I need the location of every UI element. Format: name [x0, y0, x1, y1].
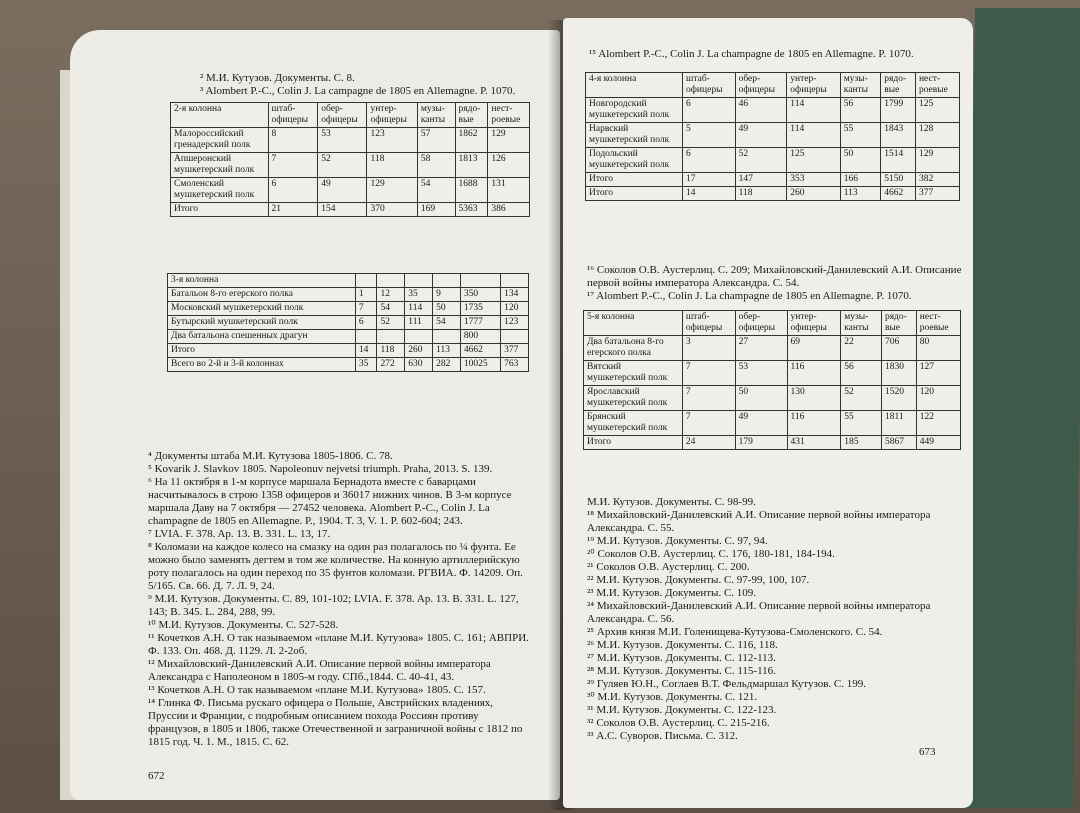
table-cell: 260	[787, 187, 840, 201]
table-cell: Вятский мушкетерский полк	[584, 361, 683, 386]
footnote: ⁵ Kovarik J. Slavkov 1805. Napoleonuv nejvetsi triumph. Praha, 2013. S. 139.	[148, 463, 493, 475]
table-cell: 54	[377, 302, 405, 316]
book-cover	[961, 8, 1080, 808]
footnote: ³¹ М.И. Кутузов. Документы. С. 122-123.	[587, 704, 777, 716]
table-cell: 134	[501, 288, 529, 302]
table-cell: 6	[683, 98, 736, 123]
table-cell: Два батальона спешенных драгун	[168, 330, 356, 344]
table-row	[584, 336, 961, 361]
table-cell: 7	[682, 386, 735, 411]
footnote: ¹⁷ Alombert P.-C., Colin J. La champagne de 1805 en Allemagne. P. 1070.	[587, 290, 912, 302]
footnote: ²¹ Соколов О.В. Аустерлиц. С. 200.	[587, 561, 750, 573]
table-row	[171, 128, 530, 153]
table-cell: 9	[433, 288, 461, 302]
table-row	[171, 153, 530, 178]
table-cell: 53	[318, 128, 367, 153]
table-cell: 129	[367, 178, 417, 203]
table-cell: 131	[488, 178, 530, 203]
table-cell	[501, 330, 529, 344]
table-row	[584, 411, 961, 436]
footnote: ¹⁴ Глинка Ф. Письма рускаго офицера о Польше, Австрийских владениях, Пруссии и Франции, с подробным описанием похода Россиян противу французов, в 1805 и 1806, также Отечественной и заграничной войны с 1812 по 1815 год. Ч. 1. М., 1815. С. 62.	[148, 697, 523, 748]
table-cell: 49	[318, 178, 367, 203]
footnote: ⁷ LVIA. F. 378. Ap. 13. B. 331. L. 13, 17.	[148, 528, 331, 540]
table-cell: Брянский мушкетерский полк	[584, 411, 683, 436]
footnote: ¹³ Кочетков А.Н. О так называемом «плане М.И. Кутузова» 1805. С. 157.	[148, 684, 486, 696]
footnote: ⁶ На 11 октября в 1-м корпусе маршала Бернадота вместе с баварцами насчитывалось в строю 1358 офицеров и 36017 нижних чинов. В 3-м корпусе маршала Даву на 7 октября — 27452 человека. Alombert P.-C., Colin J. La champagne de 1805 en Allemagne. P., 1904. T. 3, V. 1. P. 602-604; 243.	[148, 476, 512, 527]
table-cell: 123	[367, 128, 417, 153]
table-cell: 113	[433, 344, 461, 358]
footnote: ³² Соколов О.В. Аустерлиц. С. 215-216.	[587, 717, 770, 729]
table-cell: 114	[787, 98, 840, 123]
table-cell: 706	[881, 336, 916, 361]
table-cell: Нарвский мушкетерский полк	[586, 123, 683, 148]
table-cell: 169	[417, 203, 455, 217]
table-cell: 118	[735, 187, 787, 201]
header-cell: рядо-вые	[881, 73, 916, 98]
table-row	[168, 288, 529, 302]
header-cell: музы-канты	[841, 311, 882, 336]
page-number: 672	[148, 770, 165, 782]
table-cell: 6	[355, 316, 377, 330]
footnote: ²⁹ Гуляев Ю.Н., Соглаев В.Т. Фельдмаршал Кутузов. С. 199.	[587, 678, 867, 690]
table-header-row	[584, 311, 961, 336]
table-cell: 10025	[460, 358, 500, 372]
left-page	[70, 30, 560, 800]
table-cell: 118	[367, 153, 417, 178]
header-cell: нест-роевые	[916, 311, 960, 336]
header-cell: унтер-офицеры	[787, 311, 841, 336]
footnote: ²⁴ Михайловский-Данилевский А.И. Описание первой войны императора Александра. С. 56.	[587, 600, 931, 625]
table-cell: 35	[355, 358, 377, 372]
table-cell: 147	[735, 173, 787, 187]
table-cell: 8	[268, 128, 318, 153]
table-cell: 116	[787, 411, 841, 436]
table-cell: 125	[787, 148, 840, 173]
table-row	[168, 330, 529, 344]
table-row	[168, 358, 529, 372]
table-cell: 4662	[881, 187, 916, 201]
table-cell: 49	[735, 123, 787, 148]
header-cell: обер-офицеры	[735, 73, 787, 98]
table-cell: Апшеронский мушкетерский полк	[171, 153, 269, 178]
table-cell: 52	[318, 153, 367, 178]
table-cell: 353	[787, 173, 840, 187]
table-cell: Итого	[586, 187, 683, 201]
footnote: ²⁵ Архив князя М.И. Голенищева-Кутузова-Смоленского. С. 54.	[587, 626, 883, 638]
table-cell: 56	[840, 98, 881, 123]
footnote: ²⁷ М.И. Кутузов. Документы. С. 112-113.	[587, 652, 776, 664]
table-cell: 370	[367, 203, 417, 217]
left-top-footnotes	[200, 72, 530, 98]
table-cell: 386	[488, 203, 530, 217]
footnote: ¹⁵ Alombert P.-C., Colin J. La champagne de 1805 en Allemagne. P. 1070.	[589, 48, 914, 60]
table-cell: 166	[840, 173, 881, 187]
table-cell: 55	[840, 123, 881, 148]
table-header-row	[168, 274, 529, 288]
header-cell	[355, 274, 377, 288]
footnote: ²³ М.И. Кутузов. Документы. С. 109.	[587, 587, 757, 599]
table-row	[586, 187, 960, 201]
table-cell: 763	[501, 358, 529, 372]
table-cell: 54	[417, 178, 455, 203]
table-cell	[433, 330, 461, 344]
table-cell: 80	[916, 336, 960, 361]
table-cell: 52	[841, 386, 882, 411]
table-cell: 14	[355, 344, 377, 358]
table-cell: Итого	[584, 436, 683, 450]
table-cell: 111	[405, 316, 433, 330]
table-cell: Московский мушкетерский полк	[168, 302, 356, 316]
table-cell: 35	[405, 288, 433, 302]
table-cell: 24	[682, 436, 735, 450]
table-cell: 49	[735, 411, 787, 436]
table-row	[586, 98, 960, 123]
table-cell: 120	[501, 302, 529, 316]
header-cell: унтер-офицеры	[787, 73, 840, 98]
table-cell	[355, 330, 377, 344]
table-cell: 1514	[881, 148, 916, 173]
header-cell: музы-канты	[840, 73, 881, 98]
table-cell: Два батальона 8-го егерского полка	[584, 336, 683, 361]
footnote: ⁹ М.И. Кутузов. Документы. С. 89, 101-102; LVIA. F. 378. Ap. 13. B. 331. L. 127, 143; B. 345. L. 284, 288, 99.	[148, 593, 519, 618]
table-cell: 118	[377, 344, 405, 358]
footnote: ²⁶ М.И. Кутузов. Документы. С. 116, 118.	[587, 639, 778, 651]
footnote: ² М.И. Кутузов. Документы. С. 8.	[200, 72, 355, 84]
table-cell: 12	[377, 288, 405, 302]
table-cell: 7	[355, 302, 377, 316]
table-cell: 128	[915, 123, 959, 148]
header-cell: рядо-вые	[881, 311, 916, 336]
table-cell: 630	[405, 358, 433, 372]
table-cell: 130	[787, 386, 841, 411]
table-cell: 125	[915, 98, 959, 123]
table-cell: 116	[787, 361, 841, 386]
header-cell: штаб-офицеры	[682, 311, 735, 336]
table-cell: Итого	[168, 344, 356, 358]
table-cell: 179	[735, 436, 787, 450]
footnote: ¹⁹ М.И. Кутузов. Документы. С. 97, 94.	[587, 535, 768, 547]
table-row	[586, 148, 960, 173]
header-cell: обер-офицеры	[735, 311, 787, 336]
table-cell: 5150	[881, 173, 916, 187]
table-cell: 57	[417, 128, 455, 153]
table-cell: 52	[735, 148, 787, 173]
table-row	[171, 203, 530, 217]
table-column-4	[585, 72, 960, 201]
table-cell: 123	[501, 316, 529, 330]
table-cell: 50	[840, 148, 881, 173]
table-cell: 50	[433, 302, 461, 316]
table-cell: 126	[488, 153, 530, 178]
table-column-5	[583, 310, 961, 450]
table-cell: 6	[683, 148, 736, 173]
table-cell: 185	[841, 436, 882, 450]
table-row	[586, 173, 960, 187]
header-cell: музы-канты	[417, 103, 455, 128]
footnote: ¹⁶ Соколов О.В. Аустерлиц. С. 209; Михайловский-Данилевский А.И. Описание первой войны императора Александра. С. 54.	[587, 264, 962, 289]
table-cell: 127	[916, 361, 960, 386]
table-cell: 27	[735, 336, 787, 361]
table-cell: Подольский мушкетерский полк	[586, 148, 683, 173]
footnote: ²⁸ М.И. Кутузов. Документы. С. 115-116.	[587, 665, 776, 677]
table-column-3	[167, 273, 529, 372]
table-row	[584, 436, 961, 450]
table-cell: 1813	[455, 153, 488, 178]
table-cell: 114	[787, 123, 840, 148]
header-cell: унтер-офицеры	[367, 103, 417, 128]
table-cell: 113	[840, 187, 881, 201]
footnote: ³⁰ М.И. Кутузов. Документы. С. 121.	[587, 691, 758, 703]
table-cell: 7	[682, 411, 735, 436]
table-cell: 69	[787, 336, 841, 361]
table-cell: 1799	[881, 98, 916, 123]
table-header-row	[586, 73, 960, 98]
table-cell: 431	[787, 436, 841, 450]
table-cell: 120	[916, 386, 960, 411]
footnote: ¹⁰ М.И. Кутузов. Документы. С. 527-528.	[148, 619, 339, 631]
footnote: ⁸ Коломази на каждое колесо на смазку на один раз полагалось по ¼ фунта. Ее можно было заменять дегтем в том же количестве. На конную артиллерийскую роту полагалось на один переход по 35 фунтов коломази. РГВИА. Ф. 14209. Оп. 5/165. Св. 66. Д. 7. Л. 9, 24.	[148, 541, 523, 592]
table-cell: 114	[405, 302, 433, 316]
table-cell: 5	[683, 123, 736, 148]
table-cell: 129	[488, 128, 530, 153]
table-row	[168, 316, 529, 330]
table-row	[168, 302, 529, 316]
footnote: ²⁰ Соколов О.В. Аустерлиц. С. 176, 180-181, 184-194.	[587, 548, 835, 560]
footnote: ³ Alombert P.-C., Colin J. La campagne de 1805 en Allemagne. P. 1070.	[200, 85, 516, 97]
table-cell: 122	[916, 411, 960, 436]
table-cell: Новгородский мушкетерский полк	[586, 98, 683, 123]
footnote: ¹⁸ Михайловский-Данилевский А.И. Описание первой войны императора Александра. С. 55.	[587, 509, 931, 534]
table-row	[584, 361, 961, 386]
table-cell: 22	[841, 336, 882, 361]
header-cell	[460, 274, 500, 288]
table-column-2	[170, 102, 530, 217]
table-row	[171, 178, 530, 203]
header-cell	[405, 274, 433, 288]
footnote: ¹² Михайловский-Данилевский А.И. Описание первой войны императора Александра с Наполеоном в 1805-м году. СПб.,1844. С. 40-41, 43.	[148, 658, 491, 683]
table-cell: 129	[915, 148, 959, 173]
header-cell: 2-я колонна	[171, 103, 269, 128]
header-cell	[377, 274, 405, 288]
table-cell: 154	[318, 203, 367, 217]
table-cell: 46	[735, 98, 787, 123]
table-cell: 54	[433, 316, 461, 330]
table-cell: 3	[682, 336, 735, 361]
right-top-footnote	[589, 48, 959, 61]
table-header-row	[171, 103, 530, 128]
table-cell: Бутырский мушкетерский полк	[168, 316, 356, 330]
table-cell: 50	[735, 386, 787, 411]
header-cell: штаб-офицеры	[683, 73, 736, 98]
table-cell: 377	[915, 187, 959, 201]
table-cell: 1830	[881, 361, 916, 386]
table-cell: 17	[683, 173, 736, 187]
right-footnotes	[587, 496, 962, 743]
header-cell: 4-я колонна	[586, 73, 683, 98]
table-cell: 21	[268, 203, 318, 217]
footnote: ³³ А.С. Суворов. Письма. С. 312.	[587, 730, 738, 742]
table-cell: Всего во 2-й и 3-й колоннах	[168, 358, 356, 372]
table-cell: 1	[355, 288, 377, 302]
header-cell: 5-я колонна	[584, 311, 683, 336]
table-cell: 1735	[460, 302, 500, 316]
table-cell: 1862	[455, 128, 488, 153]
table-cell: 4662	[460, 344, 500, 358]
table-cell: 1520	[881, 386, 916, 411]
table-cell: Батальон 8-го егерского полка	[168, 288, 356, 302]
table-cell: 1777	[460, 316, 500, 330]
table-cell: 1688	[455, 178, 488, 203]
footnote: ⁴ Документы штаба М.И. Кутузова 1805-1806. С. 78.	[148, 450, 393, 462]
header-cell: нест-роевые	[915, 73, 959, 98]
header-cell: рядо-вые	[455, 103, 488, 128]
left-footnotes	[148, 450, 533, 749]
right-mid-footnotes	[587, 264, 962, 303]
header-cell	[501, 274, 529, 288]
table-cell: 6	[268, 178, 318, 203]
table-cell: Малороссийский гренадерский полк	[171, 128, 269, 153]
table-cell	[405, 330, 433, 344]
table-cell	[377, 330, 405, 344]
table-cell: Итого	[171, 203, 269, 217]
footnote: М.И. Кутузов. Документы. С. 98-99.	[587, 496, 756, 508]
footnote: ¹¹ Кочетков А.Н. О так называемом «плане М.И. Кутузова» 1805. С. 161; АВПРИ. Ф. 133. Оп. 468. Д. 1129. Л. 2-2об.	[148, 632, 529, 657]
header-cell	[433, 274, 461, 288]
table-cell: 56	[841, 361, 882, 386]
table-cell: 7	[268, 153, 318, 178]
table-cell: 1843	[881, 123, 916, 148]
table-cell: 272	[377, 358, 405, 372]
header-cell: обер-офицеры	[318, 103, 367, 128]
footnote: ²² М.И. Кутузов. Документы. С. 97-99, 100, 107.	[587, 574, 810, 586]
table-row	[584, 386, 961, 411]
table-cell: 377	[501, 344, 529, 358]
header-cell: штаб-офицеры	[268, 103, 318, 128]
table-cell: 52	[377, 316, 405, 330]
page-number: 673	[919, 746, 936, 758]
table-cell: 260	[405, 344, 433, 358]
header-cell: нест-роевые	[488, 103, 530, 128]
table-cell: Итого	[586, 173, 683, 187]
table-cell: 58	[417, 153, 455, 178]
table-cell: 14	[683, 187, 736, 201]
table-cell: 7	[682, 361, 735, 386]
table-cell: 5867	[881, 436, 916, 450]
table-row	[586, 123, 960, 148]
table-cell: 282	[433, 358, 461, 372]
table-cell: Смоленский мушкетерский полк	[171, 178, 269, 203]
table-cell: 382	[915, 173, 959, 187]
table-row	[168, 344, 529, 358]
table-cell: 350	[460, 288, 500, 302]
table-cell: 53	[735, 361, 787, 386]
table-cell: 449	[916, 436, 960, 450]
table-cell: 5363	[455, 203, 488, 217]
header-cell: 3-я колонна	[168, 274, 356, 288]
table-cell: 1811	[881, 411, 916, 436]
table-cell: Ярославский мушкетерский полк	[584, 386, 683, 411]
table-cell: 55	[841, 411, 882, 436]
right-page	[563, 18, 973, 808]
table-cell: 800	[460, 330, 500, 344]
